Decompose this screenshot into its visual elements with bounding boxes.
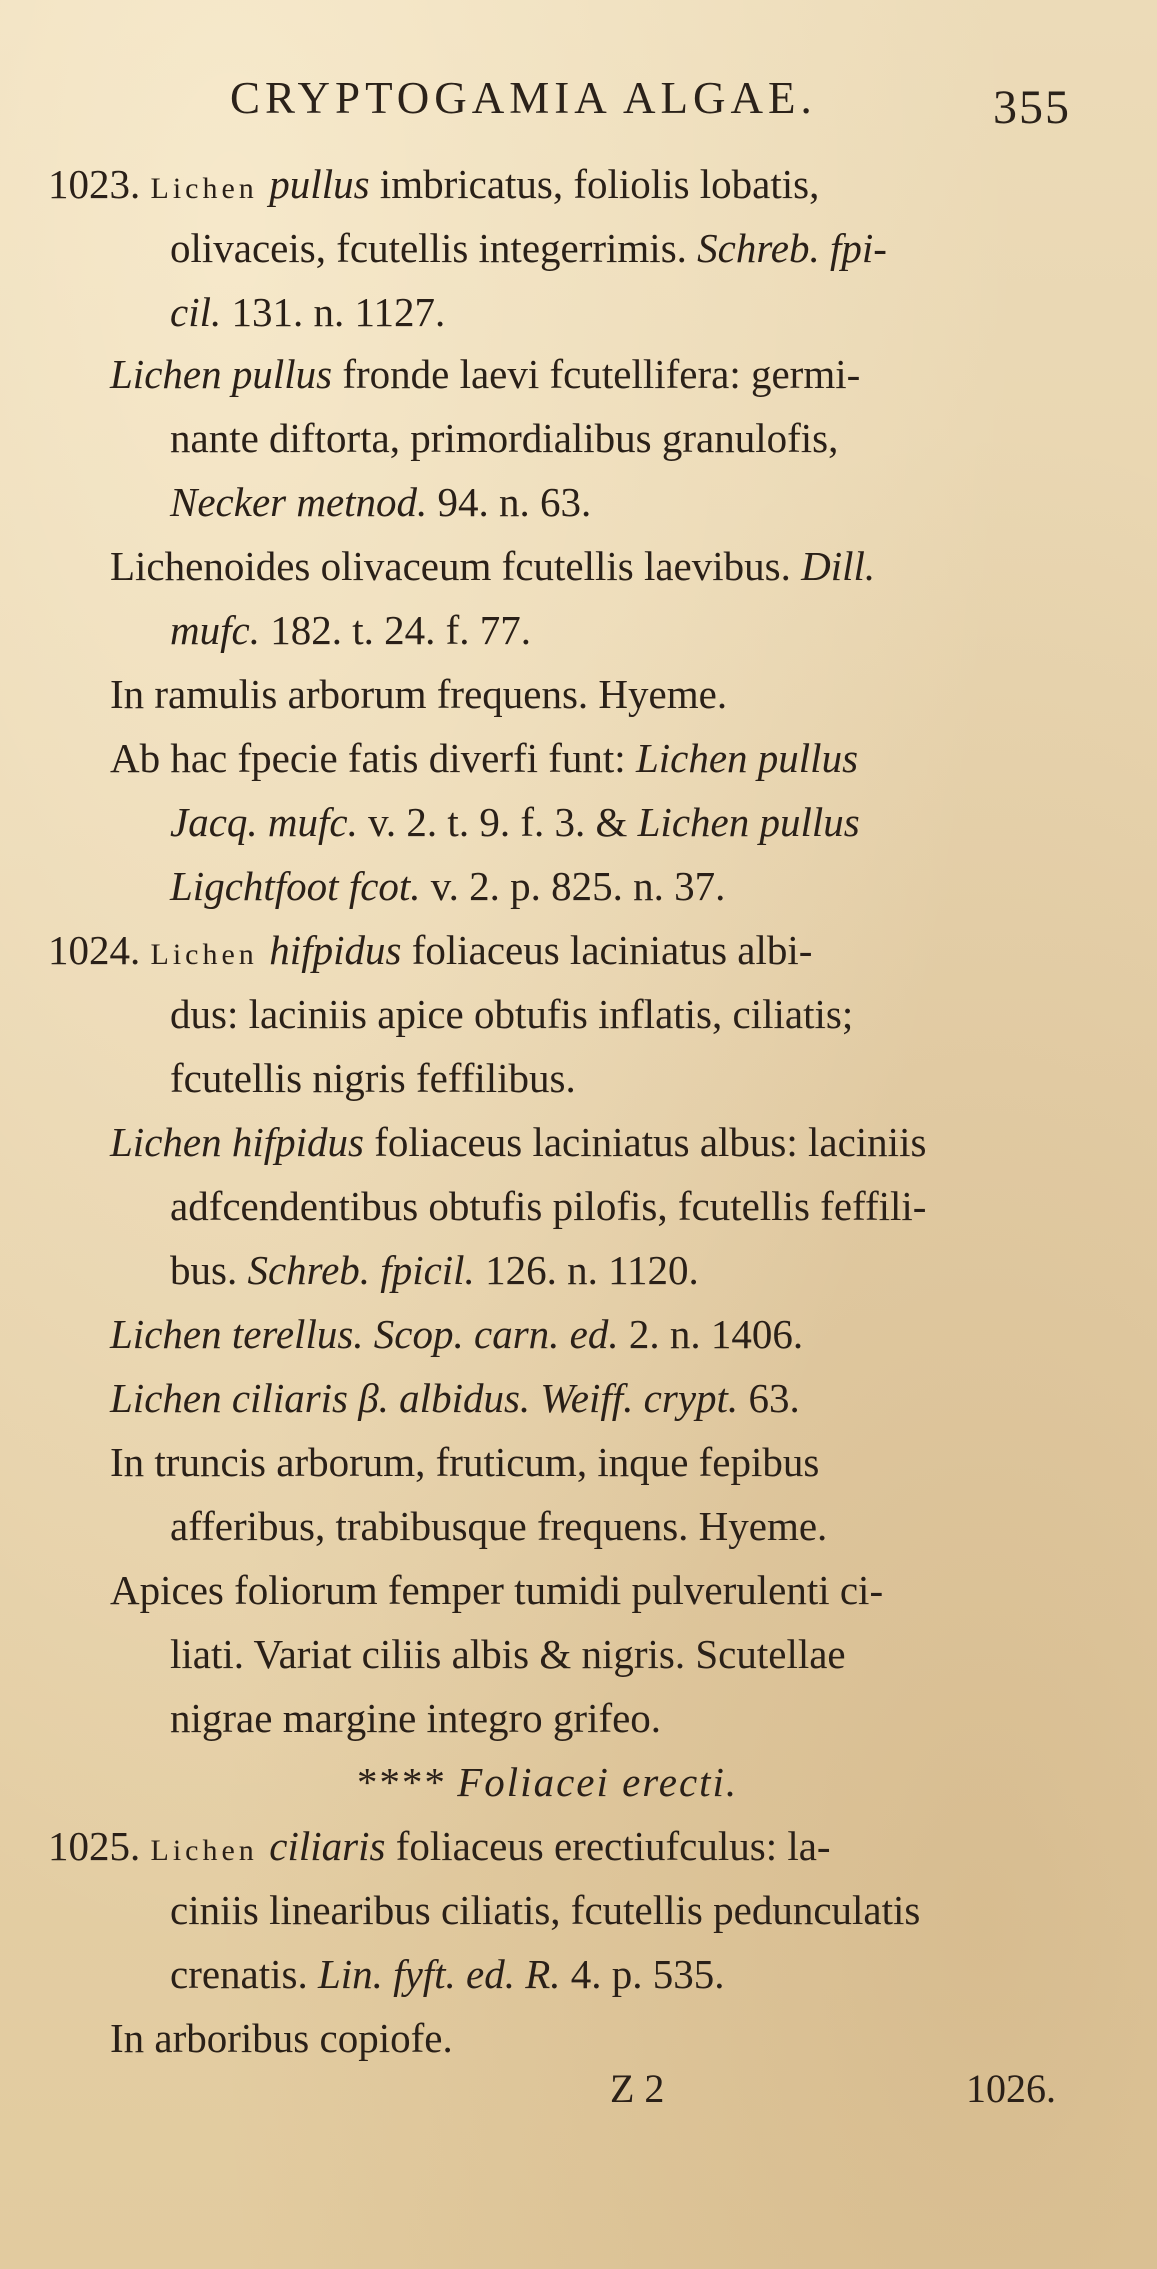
text-line (110, 670, 727, 718)
text-line (170, 1630, 846, 1678)
text-segment: 1023. (48, 161, 151, 207)
italic-text: Lichen terellus. Scop. carn. ed. (110, 1311, 619, 1357)
text-line (170, 1246, 699, 1294)
text-segment: 131. n. 1127. (221, 289, 446, 335)
text-segment: imbricatus, foliolis lobatis, (369, 161, 820, 207)
text-line (110, 1374, 800, 1422)
text-line (170, 862, 725, 910)
text-line (110, 734, 858, 782)
text-segment: ciniis linearibus ciliatis, fcutellis pedunculatis (170, 1887, 921, 1933)
text-segment: 1024. (48, 927, 151, 973)
text-segment: Lichenoides olivaceum fcutellis laevibus. (110, 543, 802, 589)
italic-text: hifpidus (269, 927, 402, 973)
genus-smallcaps: Lichen (150, 172, 270, 205)
signature-mark: Z 2 (610, 2066, 665, 2111)
species-entry-line (48, 1822, 831, 1875)
text-line (170, 1886, 920, 1934)
text-segment: 4. p. 535. (560, 1951, 725, 1997)
catchword: 1026. (966, 2066, 1056, 2111)
text-line (170, 1950, 725, 1998)
species-entry-line (48, 160, 819, 213)
page-header (0, 62, 1157, 132)
text-segment: bus. (170, 1247, 248, 1293)
text-segment: Apices foliorum femper tumidi pulverulenti ci- (110, 1567, 884, 1613)
text-line (110, 1566, 883, 1614)
text-segment: Ab hac fpecie fatis diverfi funt: (110, 735, 636, 781)
text-segment: 2. n. 1406. (618, 1311, 804, 1357)
text-line (170, 990, 853, 1038)
text-segment: foliaceus laciniatus albi- (401, 927, 813, 973)
italic-text: Schreb. fpicil. (247, 1247, 475, 1293)
genus-smallcaps: Lichen (150, 1834, 270, 1867)
text-segment: 126. n. 1120. (474, 1247, 699, 1293)
text-segment: In truncis arborum, fruticum, inque fepibus (110, 1439, 820, 1485)
text-segment: fronde laevi fcutellifera: germi- (332, 351, 861, 397)
italic-text: Lichen pullus (110, 351, 333, 397)
genus-smallcaps: Lichen (150, 938, 270, 971)
text-line (110, 542, 875, 590)
italic-text: Lin. fyft. ed. R. (317, 1951, 561, 1997)
text-segment: In arboribus copiofe. (110, 2015, 453, 2061)
page-number: 355 (993, 81, 1071, 134)
text-line (110, 1310, 803, 1358)
text-segment: adfcendentibus obtufis pilofis, fcutellis feffili- (170, 1183, 927, 1229)
species-entry-line (48, 926, 812, 979)
italic-text: Ligchtfoot fcot. (170, 863, 421, 909)
text-segment: crenatis. (170, 1951, 318, 1997)
italic-text: Necker metnod. (170, 479, 428, 525)
text-segment: nigrae margine integro grifeo. (170, 1695, 662, 1741)
italic-text: pullus (269, 161, 370, 207)
text-line (110, 2014, 453, 2062)
page-footer (0, 2065, 1157, 2125)
text-segment: nante diftorta, primordialibus granulofis, (170, 415, 839, 461)
text-line (170, 414, 838, 462)
text-line (110, 1438, 819, 1486)
text-line (170, 606, 531, 654)
text-line (170, 1502, 827, 1550)
section-heading (355, 1758, 738, 1806)
text-segment: foliaceus laciniatus albus: laciniis (363, 1119, 927, 1165)
text-line (170, 478, 591, 526)
text-line (170, 1182, 926, 1230)
italic-text: Jacq. mufc. (170, 799, 358, 845)
text-segment: In ramulis arborum frequens. Hyeme. (110, 671, 728, 717)
text-segment: afferibus, trabibusque frequens. Hyeme. (170, 1503, 828, 1549)
italic-text: Lichen ciliaris β. albidus. Weiff. crypt. (110, 1375, 739, 1421)
text-segment: 1025. (48, 1823, 151, 1869)
text-segment: 63. (738, 1375, 800, 1421)
text-segment: dus: laciniis apice obtufis inflatis, ciliatis; (170, 991, 854, 1037)
text-line (110, 350, 860, 398)
italic-text: Lichen hifpidus (110, 1119, 364, 1165)
text-segment: fcutellis nigris feffilibus. (170, 1055, 576, 1101)
section-title: **** Foliacei erecti. (355, 1759, 739, 1805)
text-segment: 182. t. 24. f. 77. (259, 607, 531, 653)
italic-text: Schreb. fpi- (697, 225, 887, 271)
text-line (170, 224, 887, 272)
text-line (110, 1118, 926, 1166)
text-segment: v. 2. t. 9. f. 3. & (357, 799, 638, 845)
text-segment: foliaceus erectiufculus: la- (385, 1823, 831, 1869)
text-segment: olivaceis, fcutellis integerrimis. (170, 225, 698, 271)
italic-text: Lichen pullus (637, 799, 860, 845)
italic-text: mufc. (170, 607, 260, 653)
text-line (170, 288, 445, 336)
text-segment: 94. n. 63. (427, 479, 592, 525)
text-segment: liati. Variat ciliis albis & nigris. Scutellae (170, 1631, 846, 1677)
text-line (170, 798, 860, 846)
italic-text: cil. (170, 289, 222, 335)
text-line (170, 1054, 576, 1102)
italic-text: Dill. (801, 543, 876, 589)
text-segment: v. 2. p. 825. n. 37. (420, 863, 726, 909)
running-title: CRYPTOGAMIA ALGAE. (230, 73, 817, 123)
italic-text: ciliaris (269, 1823, 386, 1869)
text-line (170, 1694, 661, 1742)
italic-text: Lichen pullus (635, 735, 859, 781)
